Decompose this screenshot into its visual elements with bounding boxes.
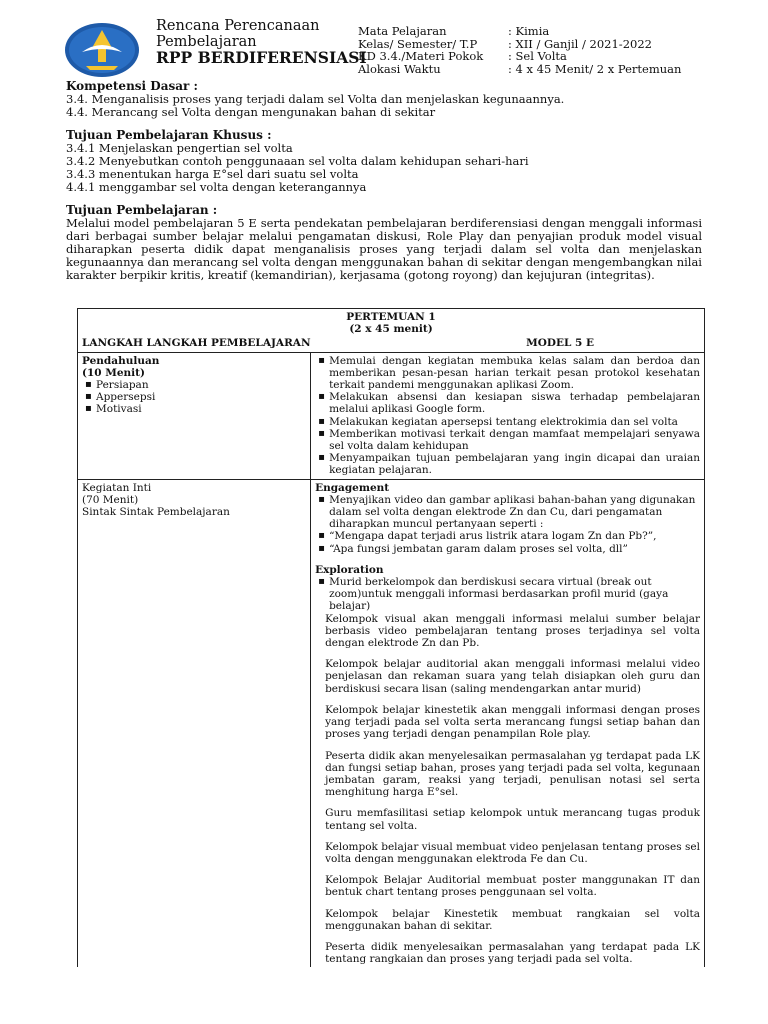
title-line-2: Pembelajaran bbox=[156, 34, 257, 50]
document-body bbox=[66, 80, 702, 282]
column-header-steps bbox=[78, 335, 311, 352]
list-item: ▪ Memberikan motivasi terkait dengan mamfaat mempelajari senyawa sel volta dalam kehidupan bbox=[329, 428, 700, 452]
pendahuluan-cell bbox=[78, 352, 311, 479]
inti-sub: Sintak Sintak Pembelajaran bbox=[82, 506, 230, 519]
exploration-paragraph: Kelompok visual akan menggali informasi melalui sumber belajar berbasis video pembelajaran tentang proses terjadinya sel volta dengan elektrode Zn dan Pb. bbox=[325, 612, 700, 650]
title-line-3: RPP BERDIFERENSIASI bbox=[156, 48, 367, 67]
inti-paragraph: Kelompok belajar auditorial akan menggali informasi melalui video penjelasan dan rekaman suara yang telah disiapkan oleh guru dan berdiskusi secara lisan (saling mendengarkan antar murid) bbox=[325, 658, 700, 695]
kompetensi-item: 3.4. Menganalisis proses yang terjadi dalam sel Volta dan menjelaskan kegunaannya. bbox=[66, 92, 565, 106]
list-item: ▪ Motivasi bbox=[96, 403, 306, 415]
inti-title: Kegiatan Inti bbox=[82, 481, 152, 494]
meta-label: KD 3.4./Materi Pokok bbox=[358, 49, 484, 64]
table-row bbox=[78, 352, 705, 479]
tut-wuri-handayani-logo bbox=[64, 22, 140, 78]
inti-time: (70 Menit) bbox=[82, 493, 139, 506]
course-meta bbox=[358, 25, 681, 75]
meta-value: : Sel Volta bbox=[508, 49, 567, 64]
meeting-header bbox=[78, 309, 705, 336]
inti-paragraph: Peserta didik akan menyelesaikan permasalahan yg terdapat pada LK dan fungsi setiap bahan, proses yang terjadi pada sel volta, kegunaan jembatan garam, reaksi yang terjadi, penulisan notasi sel serta menghitung harga E°sel. bbox=[325, 749, 700, 799]
title-line-1: Rencana Perencanaan bbox=[156, 18, 320, 34]
tpk-item: 3.4.1 Menjelaskan pengertian sel volta bbox=[66, 141, 293, 155]
list-item: ▪ Melakukan kegiatan apersepsi tentang elektrokimia dan sel volta bbox=[329, 416, 700, 428]
inti-paragraph: Guru memfasilitasi setiap kelompok untuk merancang tugas produk tentang sel volta. bbox=[325, 807, 700, 832]
engagement-title: Engagement bbox=[315, 481, 390, 494]
meta-row bbox=[358, 25, 681, 38]
inti-cell bbox=[78, 479, 311, 967]
column-header-steps-label: LANGKAH LANGKAH PEMBELAJARAN bbox=[82, 337, 311, 350]
meta-label: Mata Pelajaran bbox=[358, 24, 447, 38]
exploration-title: Exploration bbox=[315, 563, 384, 576]
tpk-item: 3.4.2 Menyebutkan contoh penggunaaan sel volta dalam kehidupan sehari-hari bbox=[66, 154, 529, 168]
tp-heading: Tujuan Pembelajaran : bbox=[66, 203, 218, 217]
inti-paragraph: Peserta didik menyelesaikan permasalahan yang terdapat pada LK tentang rangkaian dan proses yang terjadi pada sel volta. bbox=[325, 940, 700, 966]
table-row bbox=[78, 479, 705, 967]
pendahuluan-title: Pendahuluan bbox=[82, 354, 160, 367]
pendahuluan-activities bbox=[311, 352, 705, 479]
meta-label: Kelas/ Semester/ T.P bbox=[358, 36, 478, 51]
tpk-item: 4.4.1 menggambar sel volta dengan keterangannya bbox=[66, 180, 367, 194]
list-item: ▪ Memulai dengan kegiatan membuka kelas salam dan berdoa dan memberikan pesan-pesan harian terkait pesan protokol kesehatan terkait pandemi menggunakan aplikasi Zoom. bbox=[329, 355, 700, 392]
list-item: ▪ Persiapan bbox=[96, 379, 306, 391]
list-item: ▪ Menyajikan video dan gambar aplikasi bahan-bahan yang digunakan dalam sel volta dengan elektrode Zn dan Cu, dari pengamatan diharapkan muncul pertanyaan seperti : bbox=[329, 494, 700, 531]
meta-value: : Kimia bbox=[508, 24, 550, 38]
tpk-heading: Tujuan Pembelajaran Khusus : bbox=[66, 128, 272, 142]
meta-value: : 4 x 45 Menit/ 2 x Pertemuan bbox=[508, 61, 682, 76]
pendahuluan-time: (10 Menit) bbox=[82, 366, 145, 379]
meeting-title: PERTEMUAN 1 bbox=[346, 311, 436, 323]
list-item: ▪ “Apa fungsi jembatan garam dalam proses sel volta, dll” bbox=[329, 543, 700, 555]
list-item: ▪ Murid berkelompok dan berdiskusi secara virtual (break out zoom)untuk menggali informasi berdasarkan profil murid (gaya belajar) bbox=[329, 576, 700, 613]
tpk-item: 3.4.3 menentukan harga E°sel dari suatu sel volta bbox=[66, 167, 359, 181]
kompetensi-item: 4.4. Merancang sel Volta dengan mengunakan bahan di sekitar bbox=[66, 105, 436, 119]
list-item: ▪ Melakukan absensi dan kesiapan siswa terhadap pembelajaran melalui aplikasi Google form. bbox=[329, 391, 700, 415]
kompetensi-heading: Kompetensi Dasar : bbox=[66, 79, 198, 93]
column-header-model-label: MODEL 5 E bbox=[526, 337, 594, 350]
inti-paragraph: Kelompok belajar kinestetik akan menggali informasi dengan proses yang terjadi pada sel volta serta merancang fungsi setiap bahan dan proses yang terjadi dengan penampilan Role play. bbox=[325, 703, 700, 741]
list-item: ▪ “Mengapa dapat terjadi arus listrik atara logam Zn dan Pb?”, bbox=[329, 530, 700, 542]
column-header-model bbox=[311, 335, 705, 352]
meta-value: : XII / Ganjil / 2021-2022 bbox=[508, 36, 652, 51]
inti-paragraph: Kelompok belajar Kinestetik membuat rangkaian sel volta menggunakan bahan di sekitar. bbox=[325, 907, 700, 932]
meta-row bbox=[358, 50, 681, 63]
lesson-plan-table bbox=[77, 308, 705, 967]
document-title bbox=[156, 18, 367, 66]
meta-row bbox=[358, 63, 681, 76]
meta-label: Alokasi Waktu bbox=[358, 61, 441, 76]
list-item: ▪ Appersepsi bbox=[96, 391, 306, 403]
inti-paragraph: Kelompok belajar visual membuat video penjelasan tentang proses sel volta dengan menggunakan elektroda Fe dan Cu. bbox=[325, 840, 700, 865]
inti-paragraph: Kelompok Belajar Auditorial membuat poster manggunakan IT dan bentuk chart tentang proses penggunaan sel volta. bbox=[325, 874, 700, 899]
tp-text: Melalui model pembelajaran 5 E serta pendekatan pembelajaran berdiferensiasi dengan menggali informasi dari berbagai sumber belajar melalui pengamatan diskusi, Role Play dan penyajian produk model visual diharapkan peserta didik dapat menganalisis proses yang terjadi dalam sel volta dan menjelaskan kegunaannya dan merancang sel volta dengan menggunakan bahan di sekitar dengan mengembangkan nilai karakter berpikir kritis, kreatif (kemandirian), kerjasama (gotong royong) dan kejujuran (integritas). bbox=[66, 216, 702, 282]
inti-activities bbox=[311, 479, 705, 967]
list-item: ▪ Menyampaikan tujuan pembelajaran yang ingin dicapai dan uraian kegiatan pelajaran. bbox=[329, 452, 700, 476]
meeting-duration: (2 x 45 menit) bbox=[349, 323, 433, 336]
